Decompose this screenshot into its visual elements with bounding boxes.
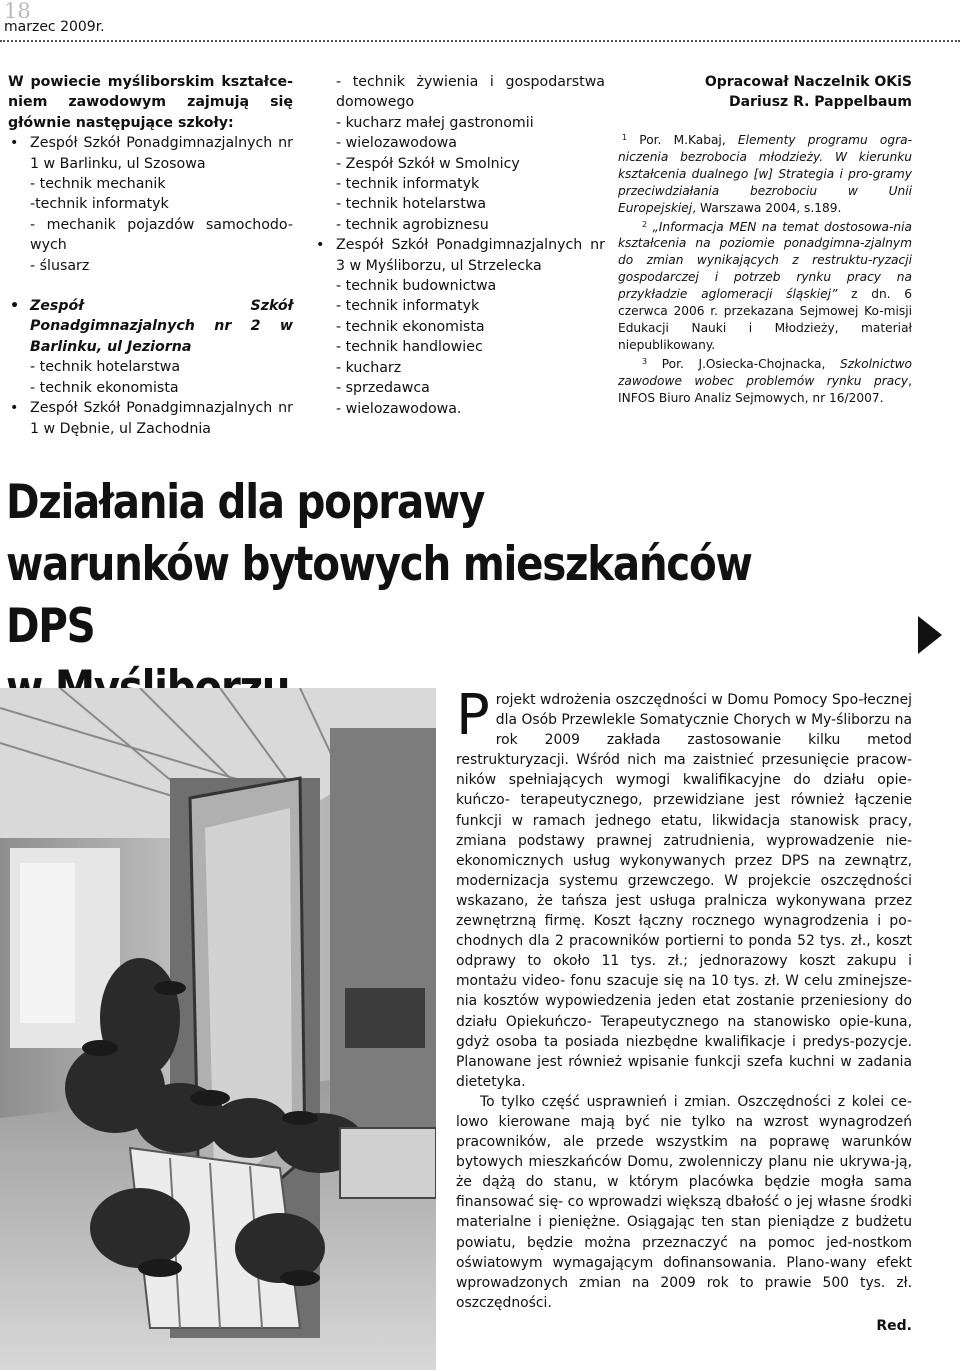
footnote-text: Elementy programu ogra-niczenia bezrobocia młodzieży. W kierunku kształcenia dualnego [w] Strategia i pro-gramy przeciwdziałania bezrobociu w Unii Europejskiej — [618, 133, 913, 215]
footnote-mark: 1 — [622, 133, 628, 142]
article-photo — [0, 688, 436, 1370]
school-3: • Zespół Szkół Ponadgimnazjalnych nr 1 w Dębnie, ul Zachodnia — [8, 398, 293, 439]
footnote-text: Por. M.Kabaj, — [639, 133, 738, 147]
column-footnotes — [618, 72, 912, 407]
drop-cap: P — [456, 683, 490, 748]
header-divider — [0, 40, 960, 42]
footnote-text: „Informacja MEN na temat dostosowa-nia kształcenia na poziomie ponadgimna-zjalnym do zmian wynikających z restruktu-ryzacji gospodarczej i potrzeb rynku pracy na przykładzie aglomeracji śląskiej” — [618, 219, 912, 302]
list-item: - technik informatyk — [336, 176, 480, 193]
list-item: - wielozawodowa — [336, 135, 457, 152]
footnote-text: Szkolnictwo zawodowe wobec problemów rynku pracy — [618, 356, 913, 388]
list-item: - technik ekonomista — [336, 318, 485, 335]
column-schools-2 — [314, 72, 605, 419]
list-item: -technik informatyk — [30, 196, 169, 213]
paragraph-2: To tylko część usprawnień i zmian. Oszczędności z kolei ce-lowo kierowane mają być nie tylko na wzrost wynagrodzeń pracowników, ale przede wszystkim na poprawę warunków bytowych mieszkańców Domu, zwolenniczy planu nie ukrywa-ją, że dążą do stanu, w którym placówka będzie mogła sama finansować się- co wprowadzi większą dbałość o jej własne środki materialne i pieniężne. Osiągając ten stan pieniądze z budżetu powiatu, będzie można przeznaczyć na pomoc jed-nostkom oświatowym wymagającym dofinansowania. Plano-wany efekt wprowadzonych zmian na 2009 rok to prawie 500 tys. zł. oszczędności. — [456, 1093, 912, 1311]
school-2: • Zespół Szkół Ponadgimnazjalnych nr 2 w Barlinku, ul Jeziorna — [8, 296, 293, 357]
photo-corridor-icon — [0, 688, 436, 1370]
list-item: - technik ekonomista — [30, 379, 179, 396]
list-item: - Zespół Szkół w Smolnicy — [336, 155, 520, 172]
list-item: - technik budownictwa — [336, 278, 497, 295]
intro-text: W powiecie myśliborskim kształce-niem zawodowym zajmują się głównie następujące szkoły: — [8, 74, 293, 131]
page-number: 18 — [4, 0, 31, 23]
list-item: - technik mechanik — [30, 176, 166, 193]
footnote-text: , Warszawa 2004, s.189. — [692, 200, 842, 215]
issue-date: marzec 2009r. — [4, 19, 105, 35]
article-body — [456, 683, 912, 1313]
list-item: - technik hotelarstwa — [336, 196, 487, 213]
headline-line: warunków bytowych mieszkańców DPS — [6, 537, 752, 654]
paragraph-1-text: rojekt wdrożenia oszczędności w Domu Pomocy Spo-łecznej dla Osób Przewlekle Somatycznie Chorych w My-śliborzu na rok 2009 zakłada zastosowanie kilku metod restrukturyzacji. Wśród nich ma zaistnieć przesunięcie pracow-ników spełniających wymogi kwalifikacyjne do działu opie-kuńczo- terapeutycznego, przewidziane jest również łączenie funkcji w ramach jednego etatu, likwidacja stanowisk pracy, zmiana podstawy prawnej zatrudnienia, wyprowadzenie nie-ekonomicznych usług wykonywanych przez DPS na zewnątrz, modernizacja systemu grzewczego. W projekcie oszczędności wskazano, że tańsza jest usługa pralnicza wykonywana przez zewnętrzną firmę. Koszt łączny rocznego wynagrodzenia i po-chodnych dla 2 pracowników portierni to ponda 52 tys. zł., koszt odprawy to około 11 tys. zł.; jednorazowy koszt zakupu i montażu video- fonu szacuje się na 10 tys. zł. W celu zminejsze-nia kosztów wypowiedzenia jeden etat zostanie przeniesiony do działu Opiekuńczo- Terapeutycznego na stanowisko opie-kuna, gdyż osoba ta posiada niezbędne kwalifikacje i predys-pozycje. Planowane jest również wpisanie funkcji szefa kuchni w zadania dietetyka. — [456, 692, 912, 1090]
list-item: - technik hotelarstwa — [30, 359, 181, 376]
author-name: Dariusz R. Pappelbaum — [728, 94, 912, 110]
school-4: • Zespół Szkół Ponadgimnazjalnych nr 3 w Myśliborzu, ul Strzelecka — [314, 235, 605, 276]
list-item: - sprzedawca — [336, 380, 430, 397]
list-item: - technik agrobiznesu — [336, 216, 489, 233]
footnote-text: z dn. 6 czerwca 2006 r. przekazana Sejmowej Ko-misji Edukacji Nauki i Młodzieży, materiał niepublikowany. — [618, 287, 913, 352]
list-item: - technik żywienia i gospodarstwa domowego — [336, 74, 605, 111]
footnote-text: , INFOS Biuro Analiz Sejmowych, nr 16/2007. — [618, 373, 912, 405]
article-headline — [6, 472, 806, 720]
author-title: Opracował Naczelnik OKiS — [704, 74, 912, 90]
footnote-mark: 3 — [642, 356, 648, 366]
list-item: - technik informatyk — [336, 298, 480, 315]
list-item: - mechanik pojazdów samochodo-wych — [30, 216, 293, 254]
list-item: - wielozawodowa. — [336, 400, 462, 417]
headline-line: Działania dla poprawy — [6, 475, 485, 530]
signature: Red. — [876, 1318, 912, 1334]
list-item: - technik handlowiec — [336, 339, 483, 356]
footnote-mark: 2 — [642, 219, 648, 229]
arrow-right-icon — [918, 616, 942, 654]
list-item: - kucharz małej gastronomii — [336, 114, 534, 131]
footnotes — [618, 130, 912, 407]
paragraph-1 — [456, 683, 912, 1092]
column-schools-1 — [8, 72, 293, 439]
footnote-text: Por. J.Osiecka-Chojnacka, — [661, 356, 840, 371]
list-item: - kucharz — [336, 359, 402, 376]
list-item: - ślusarz — [30, 257, 90, 274]
school-1: • Zespół Szkół Ponadgimnazjalnych nr 1 w Barlinku, ul Szosowa — [8, 133, 293, 174]
